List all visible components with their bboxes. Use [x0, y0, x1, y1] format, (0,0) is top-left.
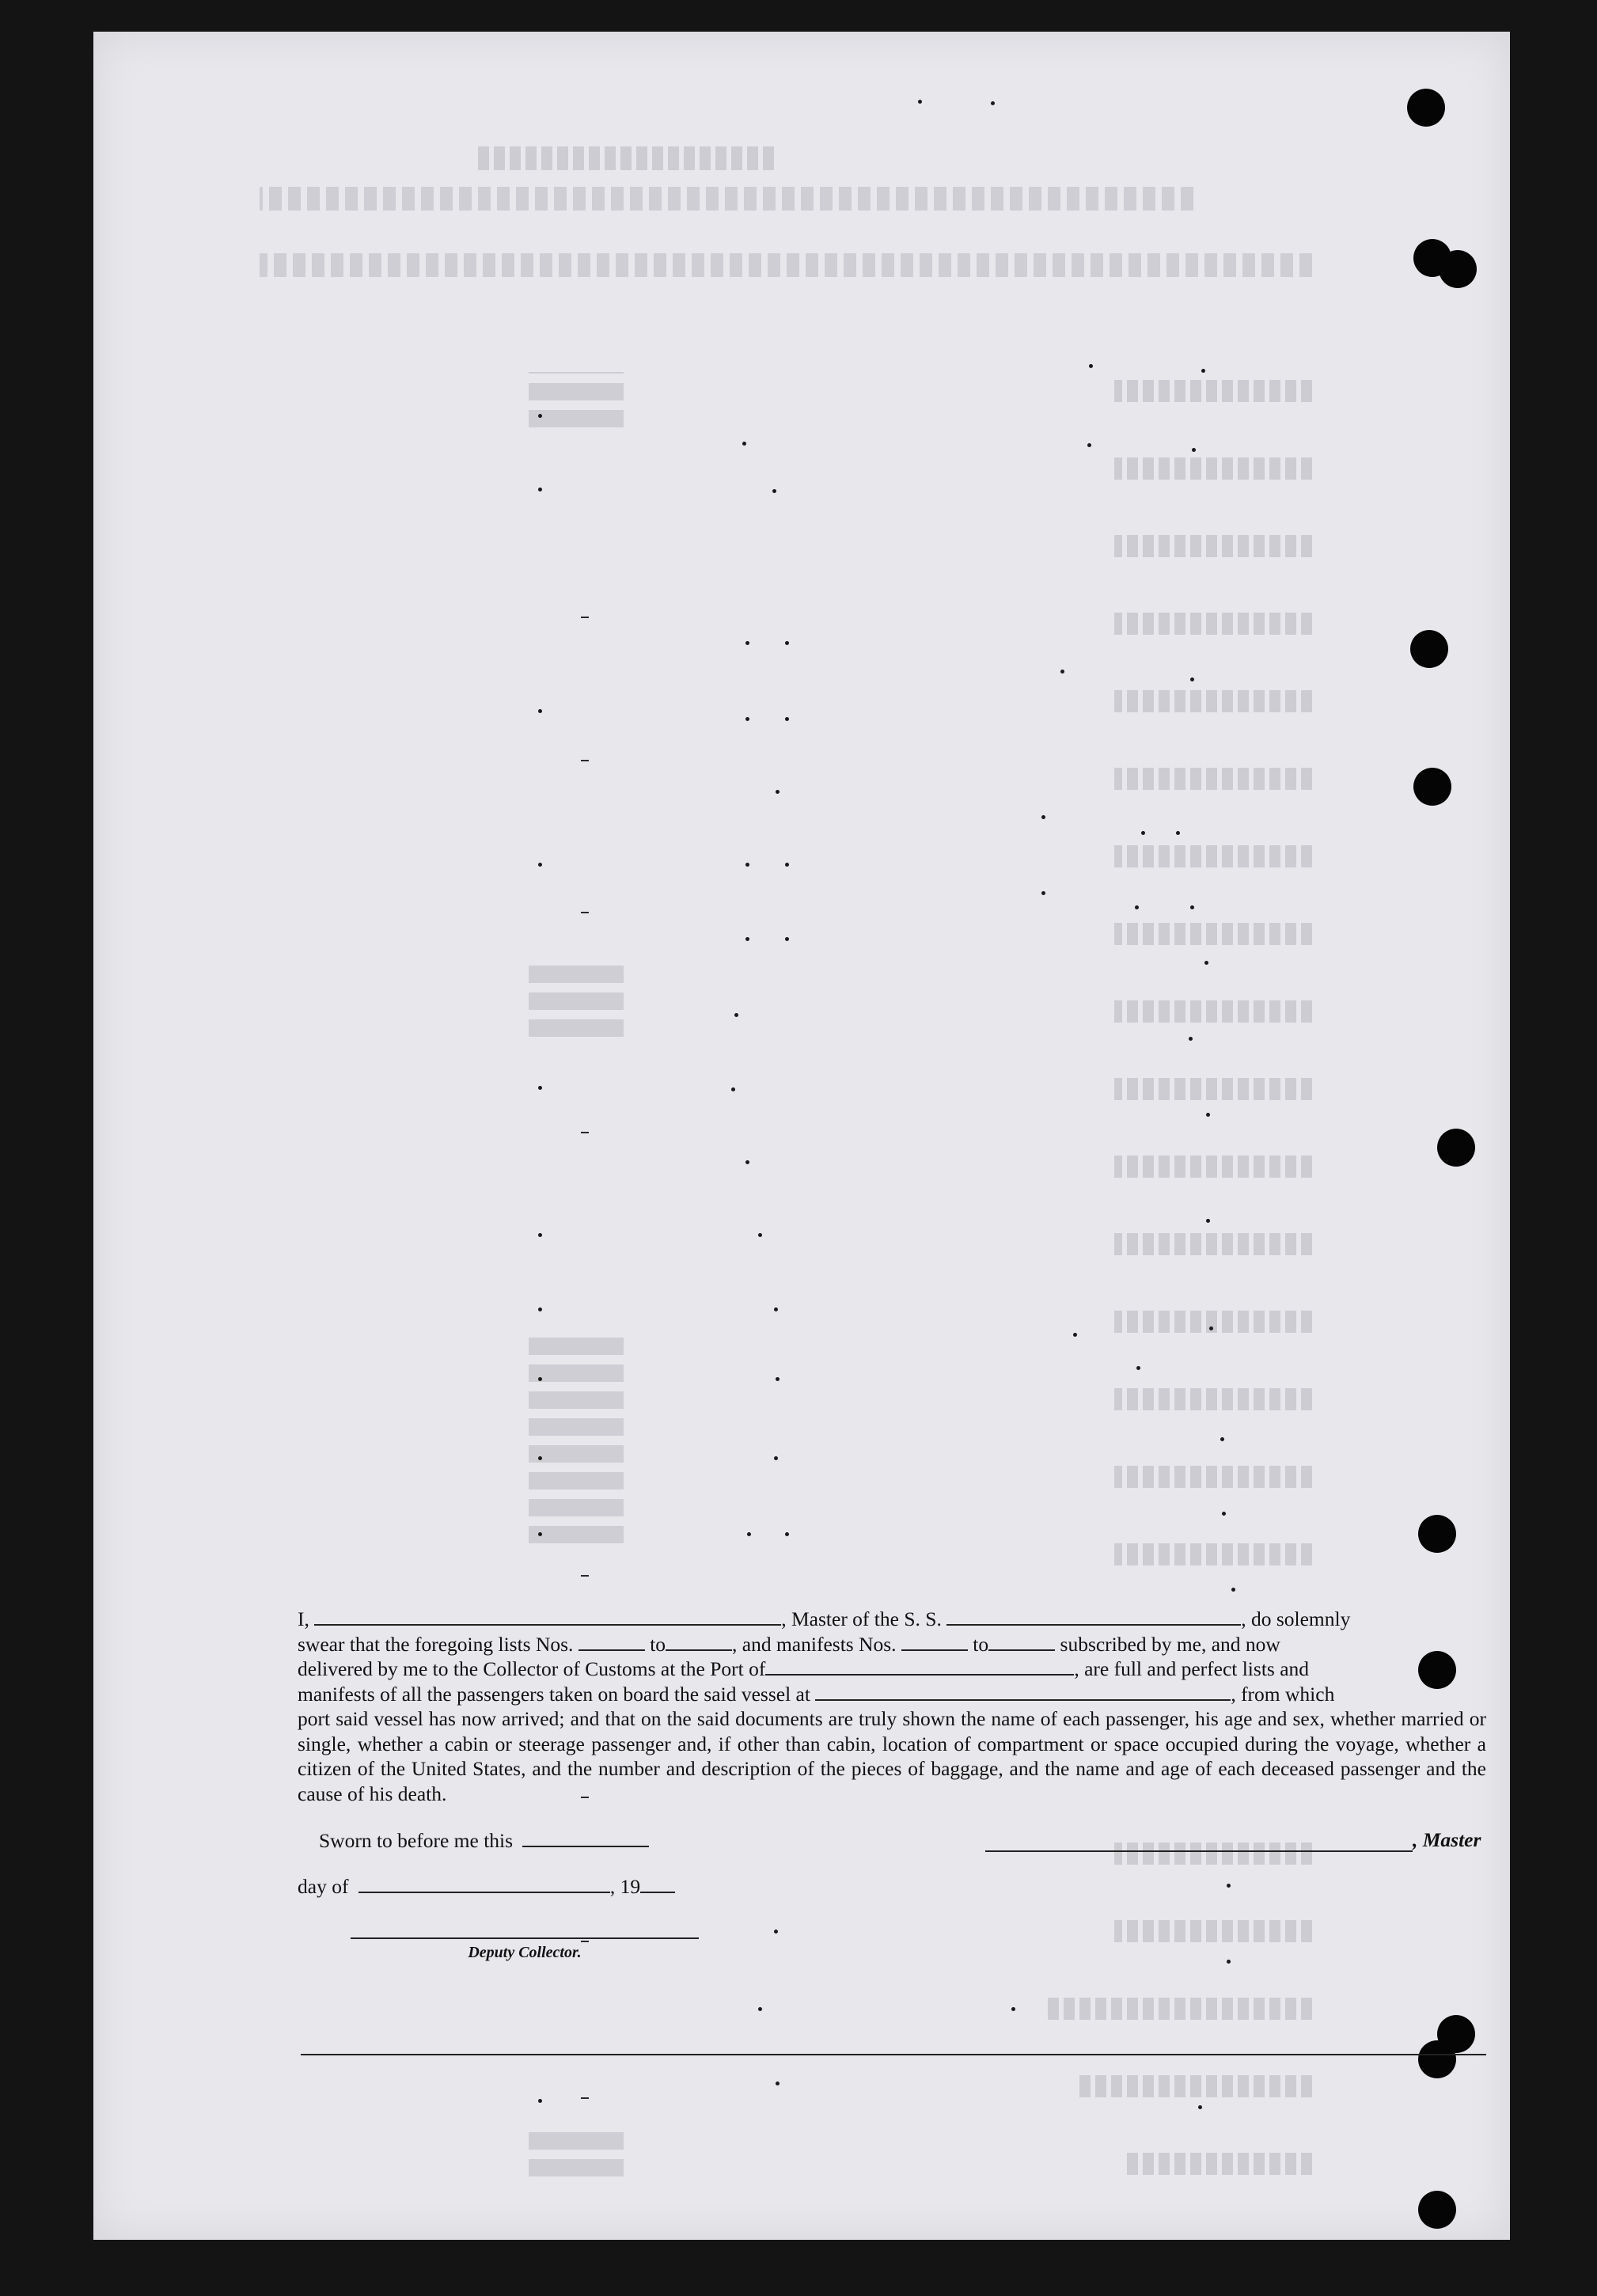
- ink-dot: [538, 488, 542, 491]
- ink-dot: [1041, 815, 1045, 819]
- ink-dot: [785, 937, 789, 941]
- bleed-through-text: [529, 372, 624, 427]
- ink-dot: [538, 414, 542, 418]
- ink-dot: [538, 1233, 542, 1237]
- punch-hole: [1407, 89, 1445, 127]
- ink-dot: [538, 709, 542, 713]
- ink-dot: [1206, 1219, 1210, 1223]
- bleed-through-text: [260, 253, 1312, 277]
- oath-line-3: [298, 1657, 1486, 1682]
- ink-dot: [538, 2099, 542, 2103]
- oath-text: , do solemnly: [1241, 1607, 1351, 1630]
- oath-line-1: [298, 1607, 1486, 1632]
- bleed-through-text: [1114, 1000, 1312, 1023]
- bleed-through-text: [1114, 1388, 1312, 1410]
- ink-dot: [1189, 1037, 1193, 1041]
- bleed-through-text: [1114, 1466, 1312, 1488]
- bleed-through-text: [1114, 768, 1312, 790]
- ink-dot: [774, 1456, 778, 1460]
- ink-dash: [581, 2097, 589, 2099]
- oath-text: to: [650, 1632, 666, 1656]
- ink-dot: [772, 489, 776, 493]
- ink-dot: [1041, 891, 1045, 895]
- ink-dot: [1209, 1326, 1213, 1330]
- bleed-through-text: [260, 187, 1193, 211]
- oath-text: to: [973, 1632, 989, 1656]
- ink-dot: [745, 863, 749, 867]
- ink-dot: [745, 1160, 749, 1164]
- ink-dot: [1204, 961, 1208, 965]
- bleed-through-text: [1114, 1543, 1312, 1565]
- ink-dot: [538, 1377, 542, 1381]
- master-name-blank[interactable]: [314, 1607, 781, 1626]
- bleed-through-text: [1114, 1920, 1312, 1942]
- deputy-collector-label: Deputy Collector.: [468, 1944, 582, 1961]
- bleed-through-text: [1114, 1311, 1312, 1333]
- punch-hole: [1418, 2191, 1456, 2229]
- ink-dot: [1231, 1588, 1235, 1592]
- bleed-through-text: [1114, 1156, 1312, 1178]
- master-signature-blank[interactable]: [985, 1833, 1413, 1852]
- ink-dash: [581, 617, 589, 618]
- oath-line-2: [298, 1632, 1486, 1657]
- ink-dot: [918, 100, 922, 104]
- bleed-through-text: [1114, 690, 1312, 712]
- ink-dot: [1227, 1884, 1231, 1888]
- bleed-through-text: [1114, 1078, 1312, 1100]
- list-from-blank[interactable]: [578, 1632, 645, 1651]
- ink-dot: [734, 1013, 738, 1017]
- ink-dot: [1073, 1333, 1077, 1337]
- ink-dash: [581, 1575, 589, 1577]
- ink-dot: [785, 863, 789, 867]
- master-oath-paragraph: [298, 1607, 1486, 1806]
- embarkation-port-blank[interactable]: [815, 1682, 1231, 1701]
- sworn-label: Sworn to before me this: [319, 1829, 514, 1852]
- ink-dot: [1136, 1366, 1140, 1370]
- punch-hole: [1418, 2040, 1456, 2078]
- ink-dot: [538, 1456, 542, 1460]
- ink-dash: [581, 1132, 589, 1133]
- bleed-through-text: [473, 146, 774, 170]
- ink-dot: [742, 442, 746, 446]
- ink-dot: [774, 1307, 778, 1311]
- ink-dash: [581, 912, 589, 913]
- bleed-through-text: [1114, 613, 1312, 635]
- ink-dot: [776, 1377, 780, 1381]
- list-to-blank[interactable]: [666, 1632, 732, 1651]
- oath-line-4: [298, 1682, 1486, 1707]
- month-blank[interactable]: [358, 1874, 610, 1893]
- oath-text: , from which: [1231, 1682, 1335, 1706]
- ink-dot: [1011, 2007, 1015, 2011]
- bleed-through-text: [1043, 1998, 1312, 2020]
- bleed-through-text: [1114, 923, 1312, 945]
- ink-dot: [1135, 905, 1139, 909]
- deputy-signature-line[interactable]: [351, 1937, 699, 1939]
- year-prefix: , 19: [609, 1875, 641, 1898]
- ink-dot: [776, 2082, 780, 2085]
- bleed-through-text: [1075, 2075, 1312, 2097]
- ink-dot: [785, 641, 789, 645]
- bleed-through-text: [529, 1338, 624, 1543]
- bleed-through-text: [1114, 535, 1312, 557]
- ink-dot: [1206, 1113, 1210, 1117]
- ink-dot: [731, 1087, 735, 1091]
- ink-dot: [538, 863, 542, 867]
- ink-dot: [758, 2007, 762, 2011]
- master-label: , Master: [1413, 1828, 1481, 1851]
- oath-text: I,: [298, 1607, 309, 1630]
- bleed-through-text: [529, 966, 624, 1037]
- ship-name-blank[interactable]: [946, 1607, 1241, 1626]
- oath-body: port said vessel has now arrived; and that on the said documents are truly shown the name of each passenger, his age and sex, whether married or single, whether a cabin or steerage passenger and, if other than cabin, location of compartment or space occupied during the voyage, whether a citizen of the United States, and the number and description of the pieces of baggage, and the name and age of each deceased passenger and the cause of his death.: [298, 1707, 1486, 1805]
- ink-dot: [1198, 2105, 1202, 2109]
- ink-dot: [538, 1532, 542, 1536]
- punch-hole: [1410, 630, 1448, 668]
- port-blank[interactable]: [765, 1657, 1074, 1676]
- ink-dot: [776, 790, 780, 794]
- year-blank[interactable]: [640, 1874, 675, 1893]
- punch-hole: [1439, 250, 1477, 288]
- manifest-from-blank[interactable]: [901, 1632, 968, 1651]
- ink-dot: [1192, 448, 1196, 452]
- ink-dot: [1176, 831, 1180, 835]
- punch-hole: [1437, 1129, 1475, 1167]
- ink-dot: [745, 937, 749, 941]
- ink-dot: [1089, 364, 1093, 368]
- oath-text: manifests of all the passengers taken on board the said vessel at: [298, 1682, 810, 1706]
- ink-dot: [1190, 677, 1194, 681]
- bleed-through-text: [1114, 380, 1312, 402]
- punch-hole: [1418, 1515, 1456, 1553]
- day-of-label: day of: [298, 1875, 349, 1898]
- oath-text: , are full and perfect lists and: [1074, 1657, 1310, 1680]
- oath-text: , and manifests Nos.: [732, 1632, 897, 1656]
- bleed-through-text: [1122, 2153, 1312, 2175]
- ink-dot: [1190, 905, 1194, 909]
- ink-dot: [1201, 369, 1205, 373]
- sworn-date-blank[interactable]: [522, 1828, 649, 1847]
- horizontal-rule: [301, 2054, 1486, 2055]
- bleed-through-text: [1114, 457, 1312, 480]
- ink-dot: [745, 717, 749, 721]
- punch-hole: [1413, 768, 1451, 806]
- ink-dot: [1222, 1512, 1226, 1516]
- sworn-row: [319, 1828, 1486, 1860]
- ink-dot: [1060, 670, 1064, 674]
- oath-text: delivered by me to the Collector of Customs at the Port of: [298, 1657, 766, 1680]
- ink-dot: [1141, 831, 1145, 835]
- oath-text: , Master of the S. S.: [781, 1607, 942, 1630]
- ink-dash: [581, 760, 589, 761]
- bleed-through-text: [1114, 1233, 1312, 1255]
- ink-dash: [581, 1941, 589, 1942]
- ink-dot: [1220, 1437, 1224, 1441]
- bleed-through-text: [529, 2129, 624, 2176]
- ink-dot: [774, 1930, 778, 1934]
- ink-dot: [538, 1086, 542, 1090]
- oath-text: swear that the foregoing lists Nos.: [298, 1632, 574, 1656]
- day-row: [298, 1874, 772, 1906]
- ink-dot: [785, 1532, 789, 1536]
- ink-dot: [785, 717, 789, 721]
- ink-dot: [747, 1532, 751, 1536]
- ink-dot: [991, 101, 995, 105]
- oath-text: subscribed by me, and now: [1060, 1632, 1280, 1656]
- ink-dot: [1087, 443, 1091, 447]
- document-page: [93, 32, 1510, 2240]
- ink-dot: [1227, 1960, 1231, 1964]
- ink-dot: [745, 641, 749, 645]
- ink-dot: [758, 1233, 762, 1237]
- ink-dot: [538, 1307, 542, 1311]
- bleed-through-text: [1114, 845, 1312, 867]
- manifest-to-blank[interactable]: [988, 1632, 1055, 1651]
